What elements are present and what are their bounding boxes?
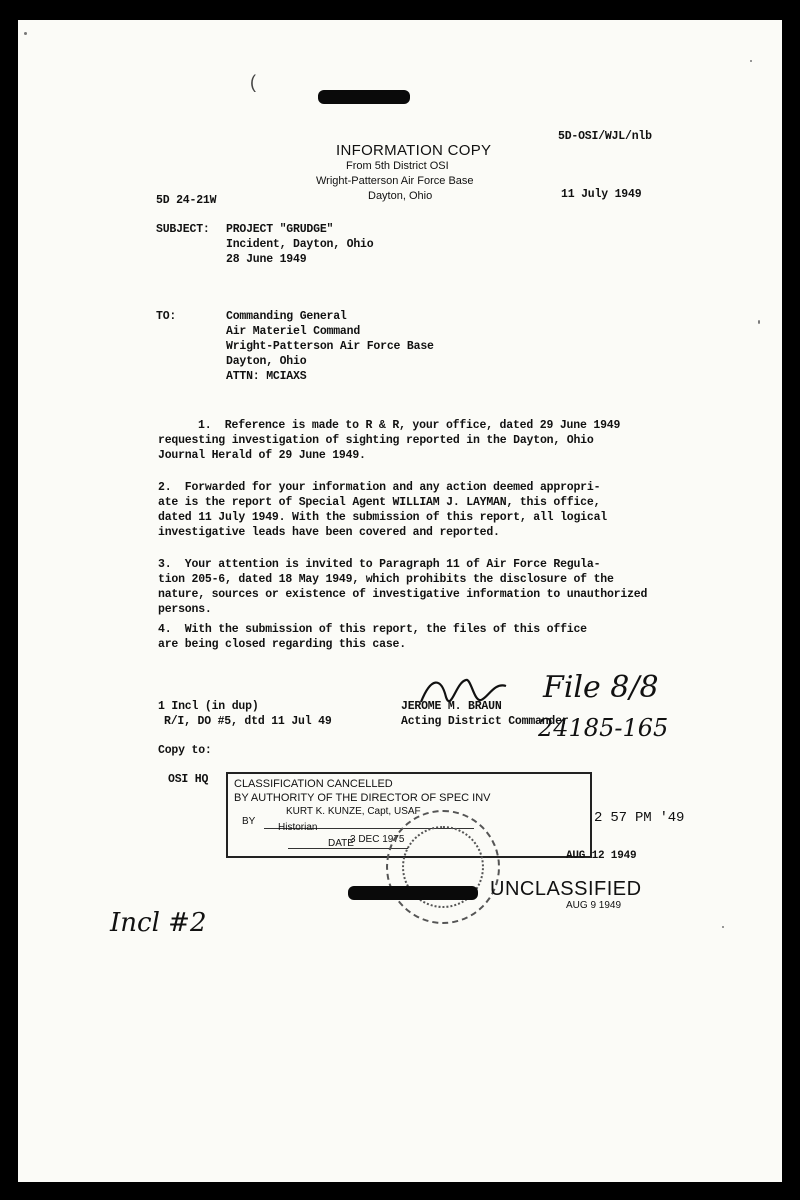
enclosure-ri: R/I, DO #5, dtd 11 Jul 49 bbox=[164, 715, 332, 728]
signer-name: JEROME M. BRAUN bbox=[401, 700, 502, 713]
paragraph-1: 1. Reference is made to R & R, your office, dated 29 June 1949 requesting investigation of sighting reported in the Dayton, Ohio Journal Herald of 29 June 1949. bbox=[158, 419, 621, 462]
letter-date: 11 July 1949 bbox=[561, 188, 642, 201]
file-handwritten-note: File 8/8 bbox=[543, 670, 659, 705]
unclassified-date: AUG 9 1949 bbox=[566, 900, 622, 911]
file-reference: 5D-OSI/WJL/nlb bbox=[558, 130, 652, 143]
stamp-line-2: BY AUTHORITY OF THE DIRECTOR OF SPEC INV bbox=[234, 792, 491, 804]
receipt-date: AUG 12 1949 bbox=[566, 850, 637, 862]
subject-line-3: 28 June 1949 bbox=[226, 253, 307, 266]
stamp-date-label: DATE bbox=[328, 838, 354, 849]
to-line-3: Wright-Patterson Air Force Base bbox=[226, 340, 434, 353]
unclassified-stamp: UNCLASSIFIED bbox=[490, 878, 642, 900]
from-district: From 5th District OSI bbox=[346, 160, 449, 172]
subject-line-1: PROJECT "GRUDGE" bbox=[226, 223, 334, 236]
handwritten-incl-annotation: Incl #2 bbox=[110, 908, 207, 938]
paragraph-3: 3. Your attention is invited to Paragraph 11 of Air Force Regula- tion 205-6, dated 18 May 1949, which prohibits the disclosure of the nature, sources or existence of investigative information to unauthorized persons. bbox=[158, 558, 648, 616]
base-city: Dayton, Ohio bbox=[368, 190, 433, 202]
file-handwritten-number: 24185-165 bbox=[538, 714, 669, 742]
document-page bbox=[18, 20, 782, 1182]
scan-speck bbox=[758, 320, 760, 324]
base-name: Wright-Patterson Air Force Base bbox=[316, 175, 474, 187]
stamp-by-label: BY bbox=[242, 816, 256, 827]
faint-top-mark: ( bbox=[250, 72, 256, 92]
receipt-time: 2 57 PM '49 bbox=[594, 810, 685, 826]
scan-speck bbox=[24, 32, 27, 35]
to-line-1: Commanding General bbox=[226, 310, 347, 323]
stamp-date-value: 3 DEC 1975 bbox=[350, 834, 405, 845]
scan-speck bbox=[722, 926, 724, 928]
copy-to-osi-hq: OSI HQ bbox=[168, 773, 209, 786]
stamp-signer: KURT K. KUNZE, Capt, USAF bbox=[286, 806, 421, 817]
paragraph-4: 4. With the submission of this report, the files of this office are being closed regarding this case. bbox=[158, 623, 587, 651]
redaction-bar-top bbox=[318, 90, 410, 104]
subject-line-2: Incident, Dayton, Ohio bbox=[226, 238, 374, 251]
stamp-role: Historian bbox=[278, 822, 318, 833]
copy-to-label: Copy to: bbox=[158, 744, 212, 757]
to-line-4: Dayton, Ohio bbox=[226, 355, 307, 368]
redaction-bar-bottom bbox=[348, 886, 478, 900]
scan-speck bbox=[750, 60, 752, 62]
document-number: 5D 24-21W bbox=[156, 194, 217, 207]
stamp-line-1: CLASSIFICATION CANCELLED bbox=[234, 778, 393, 790]
signer-title: Acting District Commander bbox=[401, 715, 569, 728]
to-label: TO: bbox=[156, 310, 177, 323]
enclosure-incl: 1 Incl (in dup) bbox=[158, 700, 259, 713]
paragraph-2: 2. Forwarded for your information and any action deemed appropri- ate is the report of Special Agent WILLIAM J. LAYMAN, this office, dated 11 July 1949. With the submission of this report, all logical investigative leads have been covered and reported. bbox=[158, 481, 607, 539]
subject-label: SUBJECT: bbox=[156, 223, 210, 236]
information-copy-title: INFORMATION COPY bbox=[336, 142, 492, 159]
to-line-5: ATTN: MCIAXS bbox=[226, 370, 307, 383]
signature-scribble bbox=[416, 672, 536, 712]
to-line-2: Air Materiel Command bbox=[226, 325, 361, 338]
